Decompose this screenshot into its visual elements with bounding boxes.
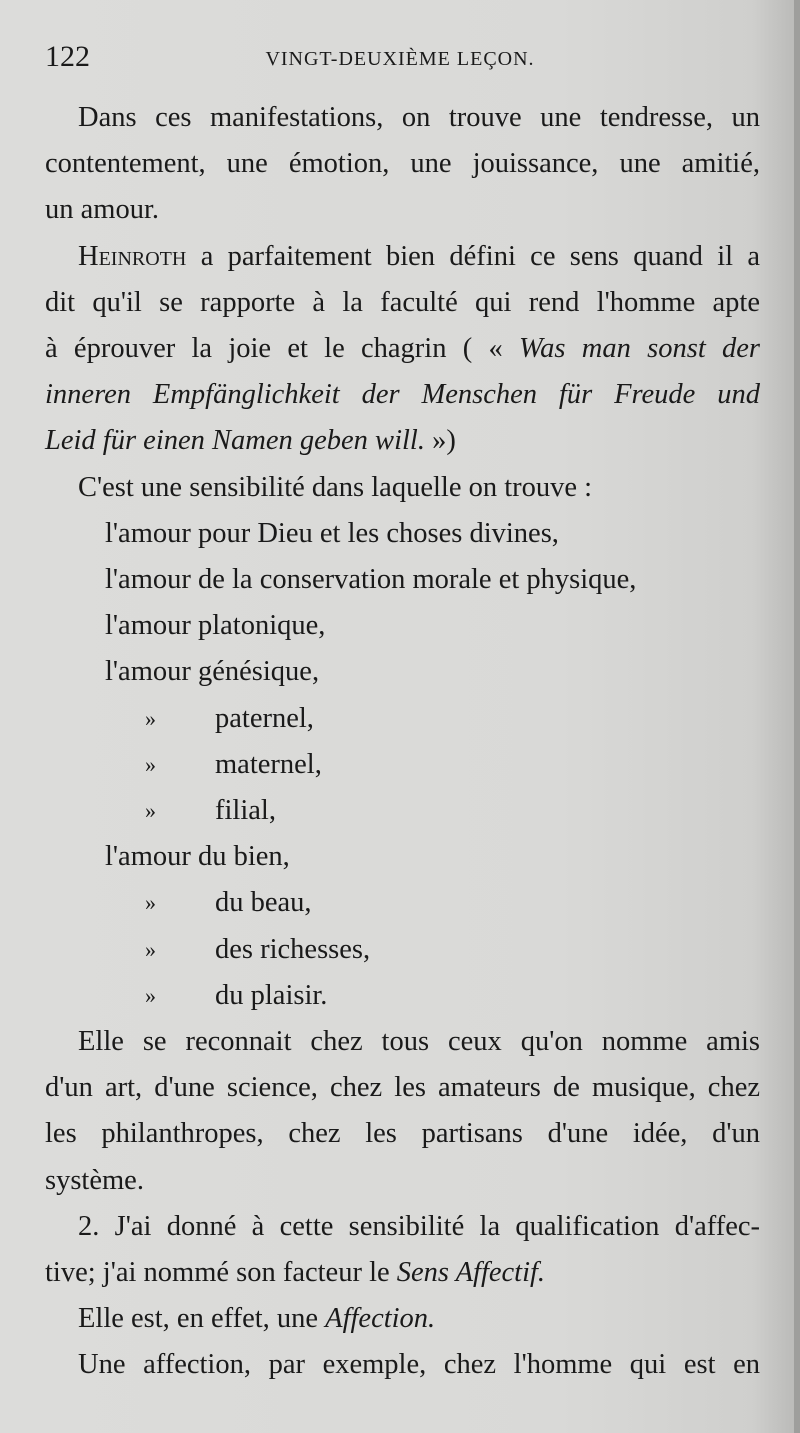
text-line: Elle se reconnait chez tous ceux qu'on nomme amis (78, 1026, 760, 1058)
list-subitem (45, 742, 760, 788)
list-item: l'amour génésique, (105, 656, 320, 688)
ditto-mark: » (145, 982, 156, 1008)
list-subitem (45, 696, 760, 742)
subitem-label: du beau, (215, 887, 312, 919)
page-header (45, 40, 755, 80)
text-line: contentement, une émotion, une jouissance, une amitié, (45, 148, 760, 180)
author-name: Heinroth (78, 240, 187, 272)
subitem-label: des richesses, (215, 933, 371, 965)
ditto-mark: » (145, 798, 156, 824)
text-line: système. (45, 1164, 144, 1196)
text-line: inneren Empfänglichkeit der Menschen für Freude und (45, 379, 760, 411)
text-line (45, 1250, 760, 1296)
list-item: l'amour de la conservation morale et physique, (105, 564, 637, 596)
list-subitem (45, 927, 760, 973)
list-item: l'amour pour Dieu et les choses divines, (105, 517, 559, 549)
text-line (45, 418, 760, 464)
italic-quote: Leid für einen Namen geben will. (45, 425, 425, 457)
text-line: C'est une sensibilité dans laquelle on trouve : (78, 471, 593, 503)
subitem-label: du plaisir. (215, 979, 328, 1011)
italic-term: Sens Affectif. (396, 1257, 546, 1289)
italic-term: Affection. (325, 1303, 436, 1335)
ditto-mark: » (145, 751, 156, 777)
text-line: d'un art, d'une science, chez les amateurs de musique, chez (45, 1072, 760, 1104)
ditto-mark: » (145, 890, 156, 916)
text-span: ») (432, 425, 456, 457)
ditto-mark: » (145, 936, 156, 962)
text-span: Elle est, en effet, une (78, 1303, 319, 1335)
page-number: 122 (45, 40, 90, 73)
text-line (45, 234, 760, 280)
list-subitem (45, 973, 760, 1019)
list-item: l'amour du bien, (105, 841, 290, 873)
list-subitem (45, 788, 760, 834)
subitem-label: filial, (215, 795, 276, 827)
subitem-label: paternel, (215, 702, 314, 734)
text-line: un amour. (45, 194, 159, 226)
italic-quote: Was man sonst der (519, 333, 761, 365)
text-line: les philanthropes, chez les partisans d'une idée, d'un (45, 1118, 760, 1150)
text-line (45, 1296, 760, 1342)
body-text (45, 95, 760, 1389)
subitem-label: maternel, (215, 748, 322, 780)
text-span: a parfaitement bien défini ce sens quand il a (200, 240, 760, 272)
text-line: dit qu'il se rapporte à la faculté qui rend l'homme apte (45, 286, 760, 318)
text-line (45, 326, 760, 372)
page-edge (794, 0, 800, 1433)
text-line: Une affection, par exemple, chez l'homme qui est en (78, 1349, 760, 1381)
running-title: VINGT-DEUXIÈME LEÇON. (265, 48, 535, 70)
list-item: l'amour platonique, (105, 610, 326, 642)
list-subitem (45, 880, 760, 926)
text-line: 2. J'ai donné à cette sensibilité la qualification d'affec- (78, 1210, 760, 1242)
text-span: tive; j'ai nommé son facteur le (45, 1257, 390, 1289)
ditto-mark: » (145, 705, 156, 731)
text-span: à éprouver la joie et le chagrin ( « (45, 333, 503, 365)
text-line: Dans ces manifestations, on trouve une tendresse, un (78, 102, 760, 133)
